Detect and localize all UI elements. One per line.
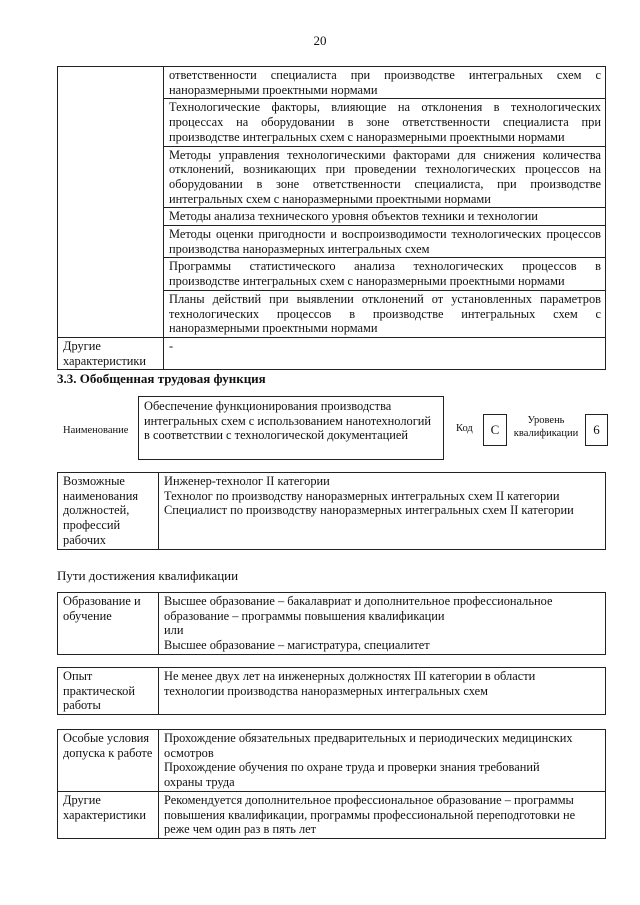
level-label: Уровень квалификации bbox=[513, 415, 579, 439]
table-cell: Технологические факторы, влияющие на отклонения в технологических процессах на оборудовании в зоне ответственности специалиста при производстве интегральных схем с наноразмерными проектными нормами bbox=[164, 99, 606, 146]
experience-value: Не менее двух лет на инженерных должностях III категории в области технологии производства наноразмерных интегральных схем bbox=[159, 668, 606, 715]
row-label-cell bbox=[58, 67, 164, 338]
section-title: 3.3. Обобщенная трудовая функция bbox=[57, 371, 266, 386]
table-row bbox=[58, 473, 606, 550]
experience-label: Опыт практической работы bbox=[58, 668, 159, 715]
education-value: Высшее образование – бакалавриат и дополнительное профессиональное образование – программы повышения квалификации или Высшее образование – магистратура, специалитет bbox=[159, 593, 606, 655]
page-number: 20 bbox=[313, 33, 327, 48]
name-label: Наименование bbox=[63, 425, 129, 436]
knowledge-table bbox=[57, 66, 606, 370]
table-row bbox=[58, 730, 606, 792]
positions-list bbox=[159, 473, 606, 550]
conditions-table bbox=[57, 729, 606, 839]
code-label: Код bbox=[456, 423, 473, 434]
special-conditions-value: Прохождение обязательных предварительных и периодических медицинских осмотров Прохождение обучения по охране труда и проверки знания требований охраны труда bbox=[159, 730, 606, 792]
list-item: Специалист по производству наноразмерных интегральных схем II категории bbox=[164, 503, 574, 518]
table-cell: Планы действий при выявлении отклонений от установленных параметров технологических процессов в производстве интегральных схем с наноразмерными проектными нормами bbox=[164, 290, 606, 337]
table-cell: ответственности специалиста при производстве интегральных схем с наноразмерными проектными нормами bbox=[164, 67, 606, 99]
level-box: 6 bbox=[585, 414, 608, 446]
table-cell: Методы оценки пригодности и воспроизводимости технологических процессов производства наноразмерных интегральных схем bbox=[164, 226, 606, 258]
code-box: C bbox=[483, 414, 507, 446]
table-row bbox=[58, 337, 606, 369]
table-cell: Методы анализа технического уровня объектов техники и технологии bbox=[164, 208, 606, 226]
education-table bbox=[57, 592, 606, 655]
other-label: Другие характеристики bbox=[58, 791, 159, 838]
experience-table bbox=[57, 667, 606, 715]
list-item: Инженер-технолог II категории bbox=[164, 474, 330, 488]
table-cell: Методы управления технологическими факторами для снижения количества отклонений, возникающих при проведении технологических процессов на оборудовании в зоне ответственности специалиста, при производстве интегральных схем с наноразмерными проектными нормами bbox=[164, 146, 606, 208]
table-row bbox=[58, 668, 606, 715]
other-characteristics-label: Другие характеристики bbox=[58, 337, 164, 369]
table-row bbox=[58, 593, 606, 655]
ways-title: Пути достижения квалификации bbox=[57, 568, 239, 583]
other-characteristics-value: - bbox=[164, 337, 606, 369]
other-value: Рекомендуется дополнительное профессиональное образование – программы повышения квалификации, программы профессиональной переподготовки не реже чем один раз в пять лет bbox=[159, 791, 606, 838]
special-conditions-label: Особые условия допуска к работе bbox=[58, 730, 159, 792]
function-name-box: Обеспечение функционирования производства интегральных схем с использованием нанотехнологий в соответствии с технологической документацией bbox=[138, 396, 444, 460]
positions-label: Возможные наименования должностей, профессий рабочих bbox=[58, 473, 159, 550]
education-label: Образование и обучение bbox=[58, 593, 159, 655]
list-item: Технолог по производству наноразмерных интегральных схем II категории bbox=[164, 488, 560, 503]
table-cell: Программы статистического анализа технологических процессов в производстве интегральных схем с наноразмерными проектными нормами bbox=[164, 258, 606, 290]
table-row bbox=[58, 791, 606, 838]
table-row bbox=[58, 67, 606, 99]
positions-table bbox=[57, 472, 606, 550]
